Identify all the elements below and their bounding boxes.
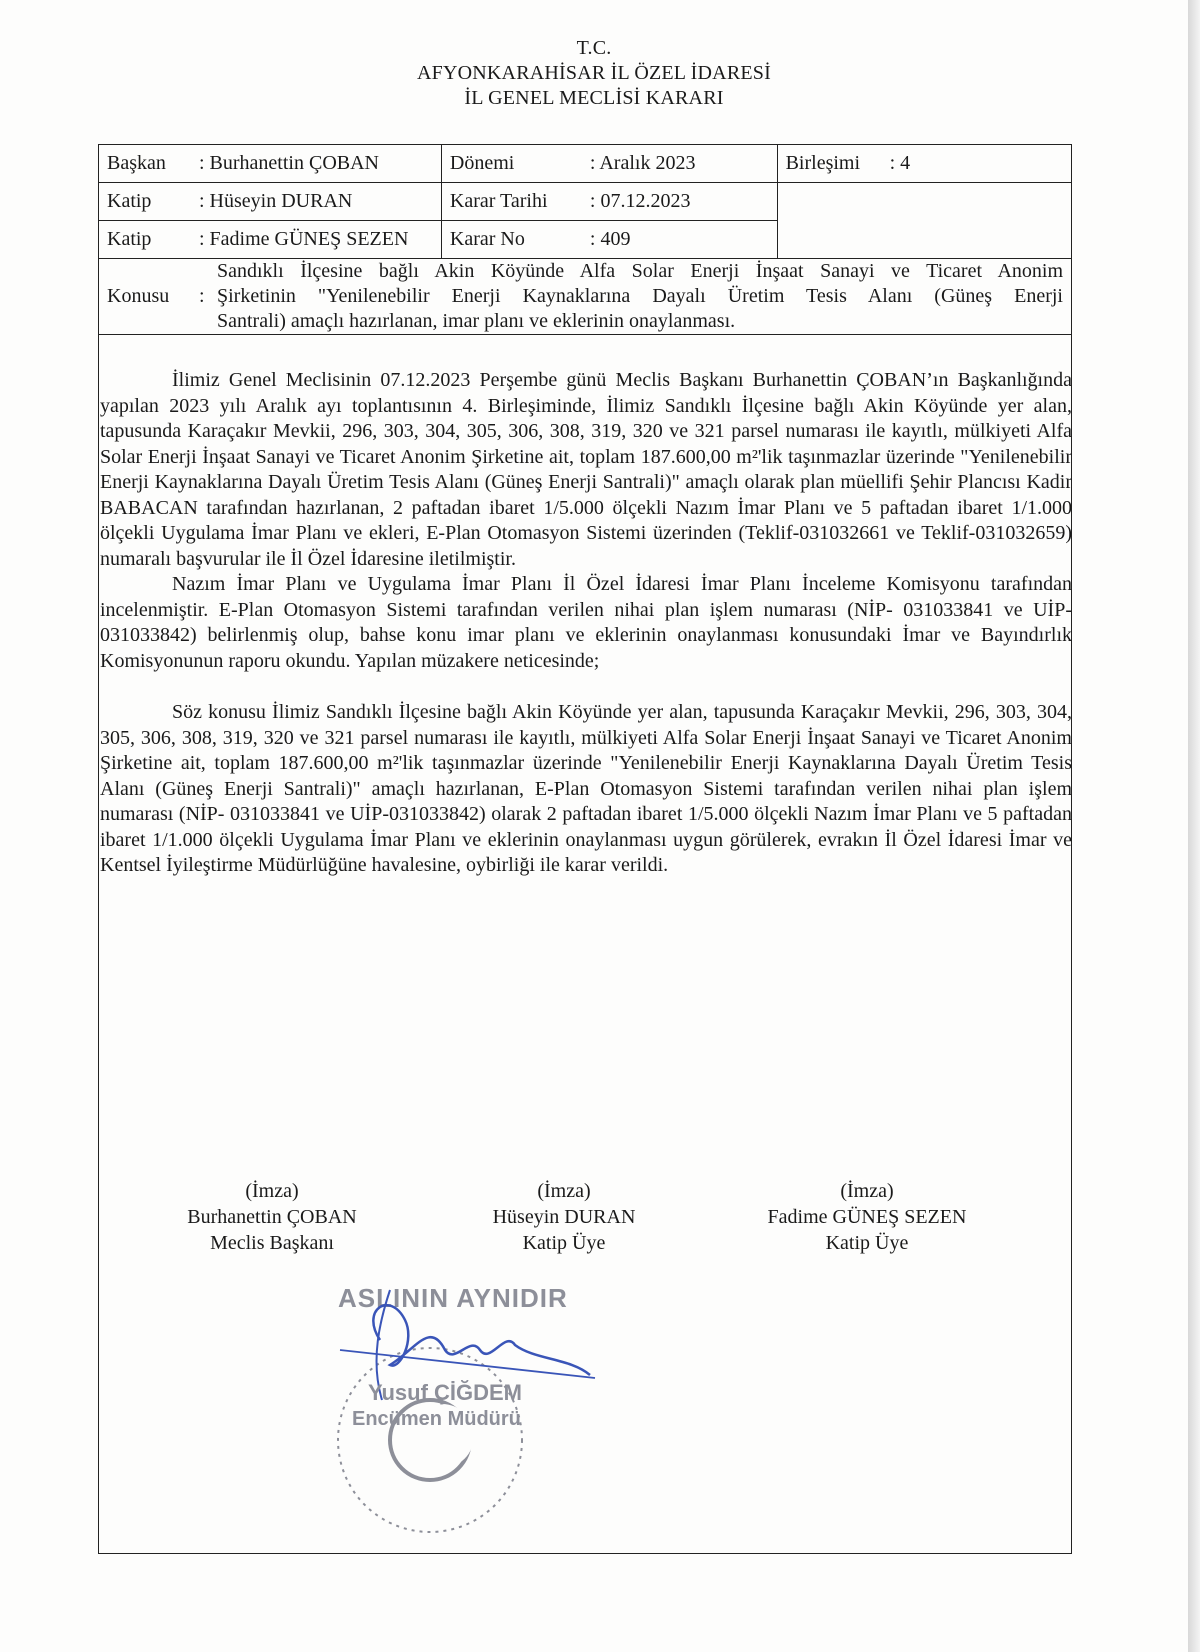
signature-imza: (İmza) xyxy=(245,1180,299,1202)
decision-info-table xyxy=(98,144,1072,335)
baskan-label: Başkan xyxy=(107,152,166,174)
katip1-label: Katip xyxy=(107,190,152,212)
baskan-value: : Burhanettin ÇOBAN xyxy=(199,152,379,174)
konusu-colon: : xyxy=(199,285,205,307)
konusu-cell xyxy=(99,259,1072,335)
karar-no-label: Karar No xyxy=(449,228,525,250)
header-line-2: AFYONKARAHİSAR İL ÖZEL İDARESİ xyxy=(417,62,771,84)
konusu-line-2: Şirketinin "Yenilenebilir Enerji Kaynaklarına Dayalı Üretim Tesis Alanı (Güneş Enerji xyxy=(217,285,1063,307)
table-row xyxy=(99,183,1072,221)
karar-tarihi-cell xyxy=(441,183,777,221)
signature-name: Burhanettin ÇOBAN xyxy=(187,1206,357,1228)
empty-cell xyxy=(777,221,1071,259)
karar-no-value: : 409 xyxy=(589,228,631,250)
katip2-cell xyxy=(99,221,442,259)
signature-scribble xyxy=(373,1305,590,1375)
karar-no-cell xyxy=(441,221,777,259)
empty-cell xyxy=(777,183,1071,221)
stamp-official-name: Yusuf ÇİĞDEM xyxy=(368,1380,523,1405)
katip1-cell xyxy=(99,183,442,221)
katip2-label: Katip xyxy=(107,228,152,250)
header-line-1: T.C. xyxy=(576,37,612,59)
signature-imza: (İmza) xyxy=(840,1180,894,1202)
signature-title: Katip Üye xyxy=(522,1232,606,1254)
birlesimi-cell xyxy=(777,145,1071,183)
table-row xyxy=(99,145,1072,183)
baskan-cell xyxy=(99,145,442,183)
birlesimi-label: Birleşimi xyxy=(785,152,861,174)
body-paragraph-3: Söz konusu İlimiz Sandıklı İlçesine bağlı Akin Köyünde yer alan, tapusunda Karaçakır Mevkii, 296, 303, 304, 305, 306, 308, 319, 320 ve 321 parsel numarası ile kayıtlı, mülkiyeti Alfa Solar Enerji İnşaat Sanayi ve Ticaret Anonim Şirketine ait, toplam 187.600,00 m²'lik taşınmazlar üzerinde "Yenilenebilir Enerji Kaynaklarına Dayalı Üretim Tesis Alanı (Güneş Enerji Santrali)" amaçlı hazırlanan, E-Plan Otomasyon Sistemi tarafından verilen nihai plan işlem numarası (NİP- 031033841 ve UİP-031033842) olarak 2 paftadan ibaret 1/5.000 ölçekli Nazım İmar Planı ve 5 paftadan ibaret 1/1.000 ölçekli Uygulama İmar Planı ve eklerinin onaylanması uygun görülerek, evrakın İl Özel İdaresi İmar ve Kentsel İyileştirme Müdürlüğüne havalesine, oybirliği ile karar verildi. xyxy=(100,701,1072,876)
certified-copy-stamp-text: ASLININ AYNIDIR xyxy=(338,1283,568,1313)
konusu-line-1: Sandıklı İlçesine bağlı Akin Köyünde Alfa Solar Enerji İnşaat Sanayi ve Ticaret Anonim xyxy=(217,260,1063,282)
body-paragraph-1: İlimiz Genel Meclisinin 07.12.2023 Perşembe günü Meclis Başkanı Burhanettin ÇOBAN’ın Başkanlığında yapılan 2023 yılı Aralık ayı toplantısının 4. Birleşiminde, İlimiz Sandıklı İlçesine bağlı Akin Köyünde yer alan, tapusunda Karaçakır Mevkii, 296, 303, 304, 305, 306, 308, 319, 320 ve 321 parsel numarası ile kayıtlı, mülkiyeti Alfa Solar Enerji İnşaat Sanayi ve Ticaret Anonim Şirketine ait, toplam 187.600,00 m²'lik taşınmazlar üzerinde "Yenilenebilir Enerji Kaynaklarına Dayalı Üretim Tesis Alanı (Güneş Enerji Santrali)" amaçlı olarak plan müellifi Şehir Plancısı Kadir BABACAN tarafından hazırlanan, 2 paftadan ibaret 1/5.000 ölçekli Nazım İmar Planı ve 5 paftadan ibaret 1/1.000 ölçekli Uygulama İmar Planı ve ekleri, E-Plan Otomasyon Sistemi üzerinden (Teklif-031032661 ve Teklif-031032659) numaralı başvurular ile İl Özel İdaresine iletilmiştir. xyxy=(100,369,1072,570)
karar-tarihi-value: : 07.12.2023 xyxy=(589,190,691,212)
signature-imza: (İmza) xyxy=(537,1180,591,1202)
signature-name: Fadime GÜNEŞ SEZEN xyxy=(767,1206,967,1228)
signature-title: Katip Üye xyxy=(825,1232,909,1254)
konusu-text xyxy=(217,259,1063,334)
table-row xyxy=(99,259,1072,335)
birlesimi-value: : 4 xyxy=(889,152,911,174)
signature-block-katip-1 xyxy=(424,1178,704,1256)
scan-edge xyxy=(1188,0,1200,1652)
table-row xyxy=(99,221,1072,259)
konusu-line-3: Santrali) amaçlı hazırlanan, imar planı ve eklerinin onaylanması. xyxy=(217,310,736,332)
donemi-label: Dönemi xyxy=(449,152,515,174)
konusu-label: Konusu xyxy=(107,285,170,307)
katip2-value: : Fadime GÜNEŞ SEZEN xyxy=(199,228,409,250)
signature-name: Hüseyin DURAN xyxy=(492,1206,636,1228)
body-paragraph-2: Nazım İmar Planı ve Uygulama İmar Planı İl Özel İdaresi İmar Planı İnceleme Komisyonu tarafından incelenmiştir. E-Plan Otomasyon Sistemi tarafından verilen nihai plan işlem numarası (NİP- 031033841 ve UİP-031033842) belirlenmiş olup, bahse konu imar planı ve eklerinin onaylanması konusundaki İmar ve Bayındırlık Komisyonunun raporu okundu. Yapılan müzakere neticesinde; xyxy=(100,573,1072,672)
signature-block-katip-2 xyxy=(727,1178,1007,1256)
karar-tarihi-label: Karar Tarihi xyxy=(449,190,548,212)
document-header xyxy=(0,36,1188,111)
donemi-value: : Aralık 2023 xyxy=(589,152,696,174)
header-line-3: İL GENEL MECLİSİ KARARI xyxy=(464,87,724,109)
katip1-value: : Hüseyin DURAN xyxy=(199,190,353,212)
decision-body xyxy=(100,368,1072,879)
stamp-official-title: Encümen Müdürü xyxy=(352,1408,521,1430)
donemi-cell xyxy=(441,145,777,183)
signature-title: Meclis Başkanı xyxy=(210,1232,334,1254)
signature-block-baskan xyxy=(132,1178,412,1256)
